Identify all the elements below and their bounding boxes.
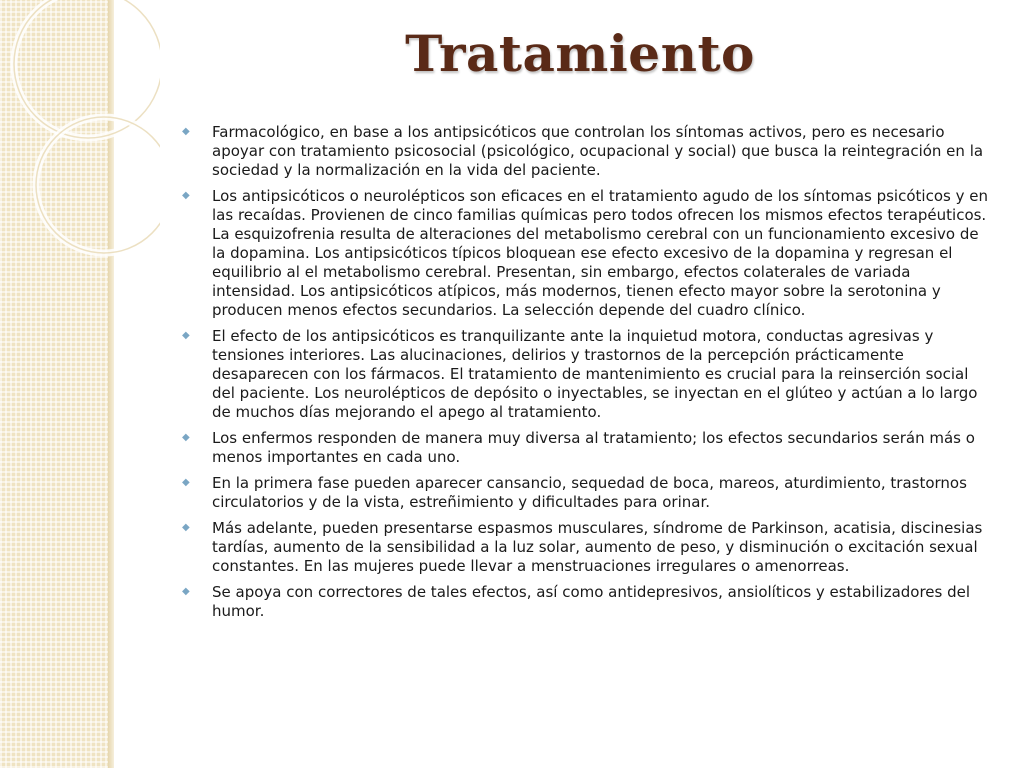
list-item [182,429,994,467]
list-item [182,474,994,512]
bullet-list [182,123,994,628]
list-item-text: Los antipsicóticos o neurolépticos son eficaces en el tratamiento agudo de los síntomas psicóticos y en las recaídas. Provienen de cinco familias químicas pero todos ofrecen los mismos efectos terapéuticos. La esquizofrenia resulta de alteraciones del metabolismo cerebral con un funcionamiento excesivo de la dopamina. Los antipsicóticos típicos bloquean ese efecto excesivo de la dopamina y regresan el equilibrio al el metabolismo cerebral. Presentan, sin embargo, efectos colaterales de variada intensidad. Los antipsicóticos atípicos, más modernos, tienen efecto mayor sobre la serotonina y producen menos efectos secundarios. La selección depende del cuadro clínico. [212,187,988,319]
list-item-text: Más adelante, pueden presentarse espasmos musculares, síndrome de Parkinson, acatisia, discinesias tardías, aumento de la sensibilidad a la luz solar, aumento de peso, y disminución o excitación sexual constantes. En las mujeres puede llevar a menstruaciones irregulares o amenorreas. [212,519,983,575]
bullet-icon: ◆ [182,522,190,533]
list-item [182,123,994,180]
list-item [182,187,994,320]
list-item-text: Se apoya con correctores de tales efectos, así como antidepresivos, ansiolíticos y estabilizadores del humor. [212,583,971,620]
bullet-icon: ◆ [182,190,190,201]
list-item-text: Los enfermos responden de manera muy diversa al tratamiento; los efectos secundarios serán más o menos importantes en cada uno. [212,429,975,466]
list-item [182,583,994,621]
slide-title: Tratamiento [405,24,755,83]
list-item-text: Farmacológico, en base a los antipsicóticos que controlan los síntomas activos, pero es necesario apoyar con tratamiento psicosocial (psicológico, ocupacional y social) que busca la reintegración en la sociedad y la normalización en la vida del paciente. [212,123,984,179]
bullet-icon: ◆ [182,477,190,488]
bullet-icon: ◆ [182,586,190,597]
list-item [182,519,994,576]
bullet-icon: ◆ [182,432,190,443]
bullet-icon: ◆ [182,126,190,137]
bullet-icon: ◆ [182,330,190,341]
list-item-text: El efecto de los antipsicóticos es tranquilizante ante la inquietud motora, conductas agresivas y tensiones interiores. Las alucinaciones, delirios y trastornos de la percepción prácticamente desaparecen con los fármacos. El tratamiento de mantenimiento es crucial para la reinserción social del paciente. Los neurolépticos de depósito o inyectables, se inyectan en el glúteo y actúan a lo largo de muchos días mejorando el apego al tratamiento. [212,327,978,421]
list-item [182,327,994,422]
decorative-rings-icon [0,0,160,300]
list-item-text: En la primera fase pueden aparecer cansancio, sequedad de boca, mareos, aturdimiento, trastornos circulatorios y de la vista, estreñimiento y dificultades para orinar. [212,474,967,511]
